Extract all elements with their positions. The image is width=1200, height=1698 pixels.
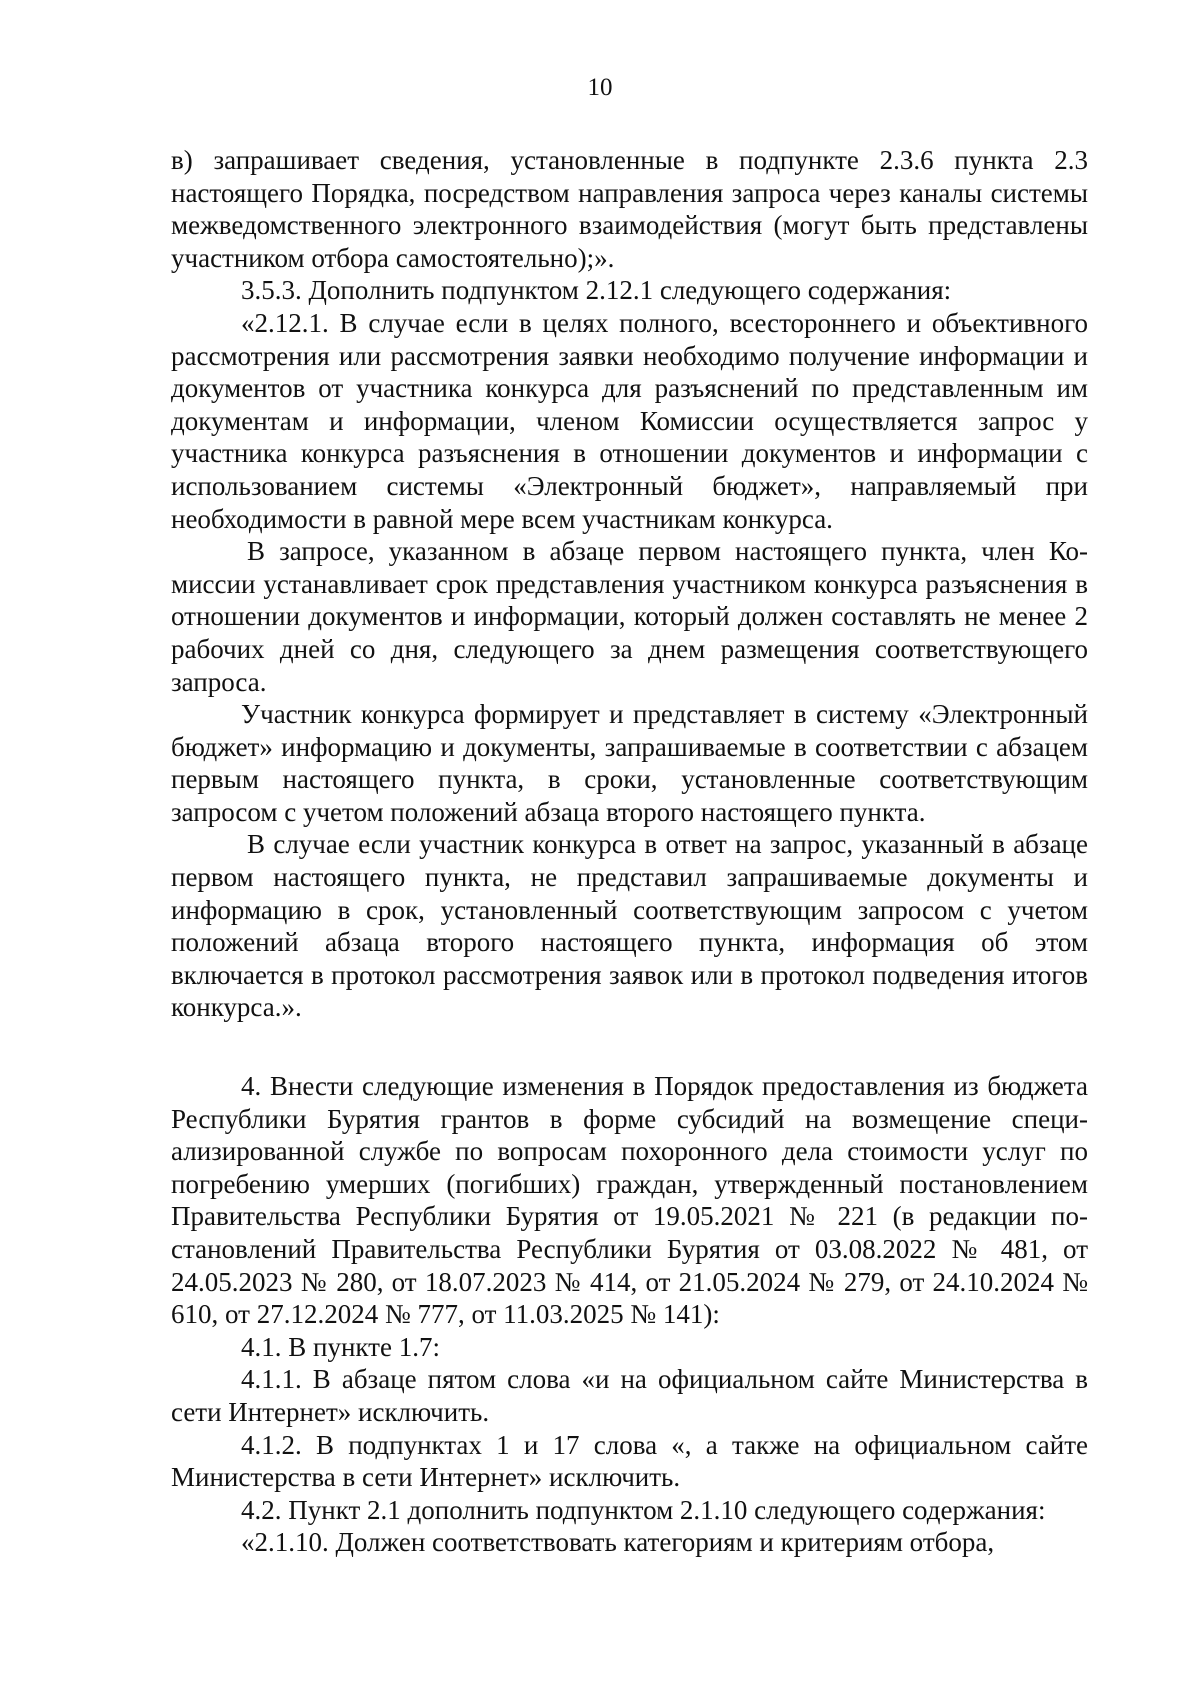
paragraph-4-1-1: 4.1.1. В абзаце пятом слова «и на официальном сайте Министерства в сети Интернет» исключить. xyxy=(171,1364,1088,1427)
document-body xyxy=(171,144,1088,1559)
paragraph-2-1-10: «2.1.10. Должен соответствовать категориям и критериям отбора, xyxy=(241,1527,995,1558)
paragraph-3-5-3: 3.5.3. Дополнить подпунктом 2.12.1 следующего содержания: xyxy=(241,275,952,306)
paragraph-not-submitted: В случае если участник конкурса в ответ на запрос, указанный в абзаце первом настоящего пункта, не представил запрашиваемые документы и информацию в срок, установленный соответствующим запросом с учетом положений абзаца второго настоящего пункта, информация об этом включается в протокол рассмотрения заявок или в протокол подведения итогов конкурса.». xyxy=(171,829,1088,1023)
paragraph-request-deadline: В запросе, указанном в абзаце первом настоящего пункта, член Комиссии устанавливает срок представления участником конкурса разъяснения в отношении документов и информации, который должен составлять не менее 2 рабочих дней со дня, следующего за днем размещения соответствующего запроса. xyxy=(171,536,1088,697)
paragraph-4-1-2: 4.1.2. В подпунктах 1 и 17 слова «, а также на официальном сайте Министерства в сети Интернет» исключить. xyxy=(171,1429,1088,1493)
section-spacer xyxy=(171,1024,1088,1070)
paragraph-4-1: 4.1. В пункте 1.7: xyxy=(241,1331,440,1362)
paragraph-participant-submits: Участник конкурса формирует и представляет в систему «Электронный бюджет» информацию и документы, запрашиваемые в соответствии с абзацем первым настоящего пункта, в сроки, установленные соответствующим запросом с учетом положений абзаца второго настоящего пункта. xyxy=(171,699,1088,827)
paragraph-4-2: 4.2. Пункт 2.1 дополнить подпунктом 2.1.10 следующего содержания: xyxy=(241,1494,1046,1525)
paragraph-subitem-v: в) запрашивает сведения, установленные в подпункте 2.3.6 пункта 2.3 настоящего Порядка, посредством направления запроса через каналы системы межведомственного электронного взаимодействия (могут быть представлены участником отбора самостоятельно);». xyxy=(171,145,1088,273)
paragraph-2-12-1: «2.12.1. В случае если в целях полного, всестороннего и объективного рассмотрения или рассмотрения заявки необходимо получение информации и документов от участника конкурса для разъяснений по представленным им документам и информации, членом Комиссии осуществляется запрос у участника конкурса разъяснения в отношении документов и информации с использованием системы «Электронный бюджет», направляемый при необходимости в равной мере всем участникам конкурса. xyxy=(171,307,1088,534)
paragraph-item-4: 4. Внести следующие изменения в Порядок предоставления из бюджета Республики Бурятия грантов в форме субсидий на возмещение специализированной службе по вопросам похоронного дела стоимости услуг по погребению умерших (погибших) граждан, утвержденный постановлением Правительства Республики Бурятия от 19.05.2021 № 221 (в редакции постановлений Правительства Республики Бурятия от 03.08.2022 № 481, от 24.05.2023 № 280, от 18.07.2023 № 414, от 21.05.2024 № 279, от 24.10.2024 № 610, от 27.12.2024 № 777, от 11.03.2025 № 141): xyxy=(171,1071,1088,1330)
page-number: 10 xyxy=(587,74,613,101)
